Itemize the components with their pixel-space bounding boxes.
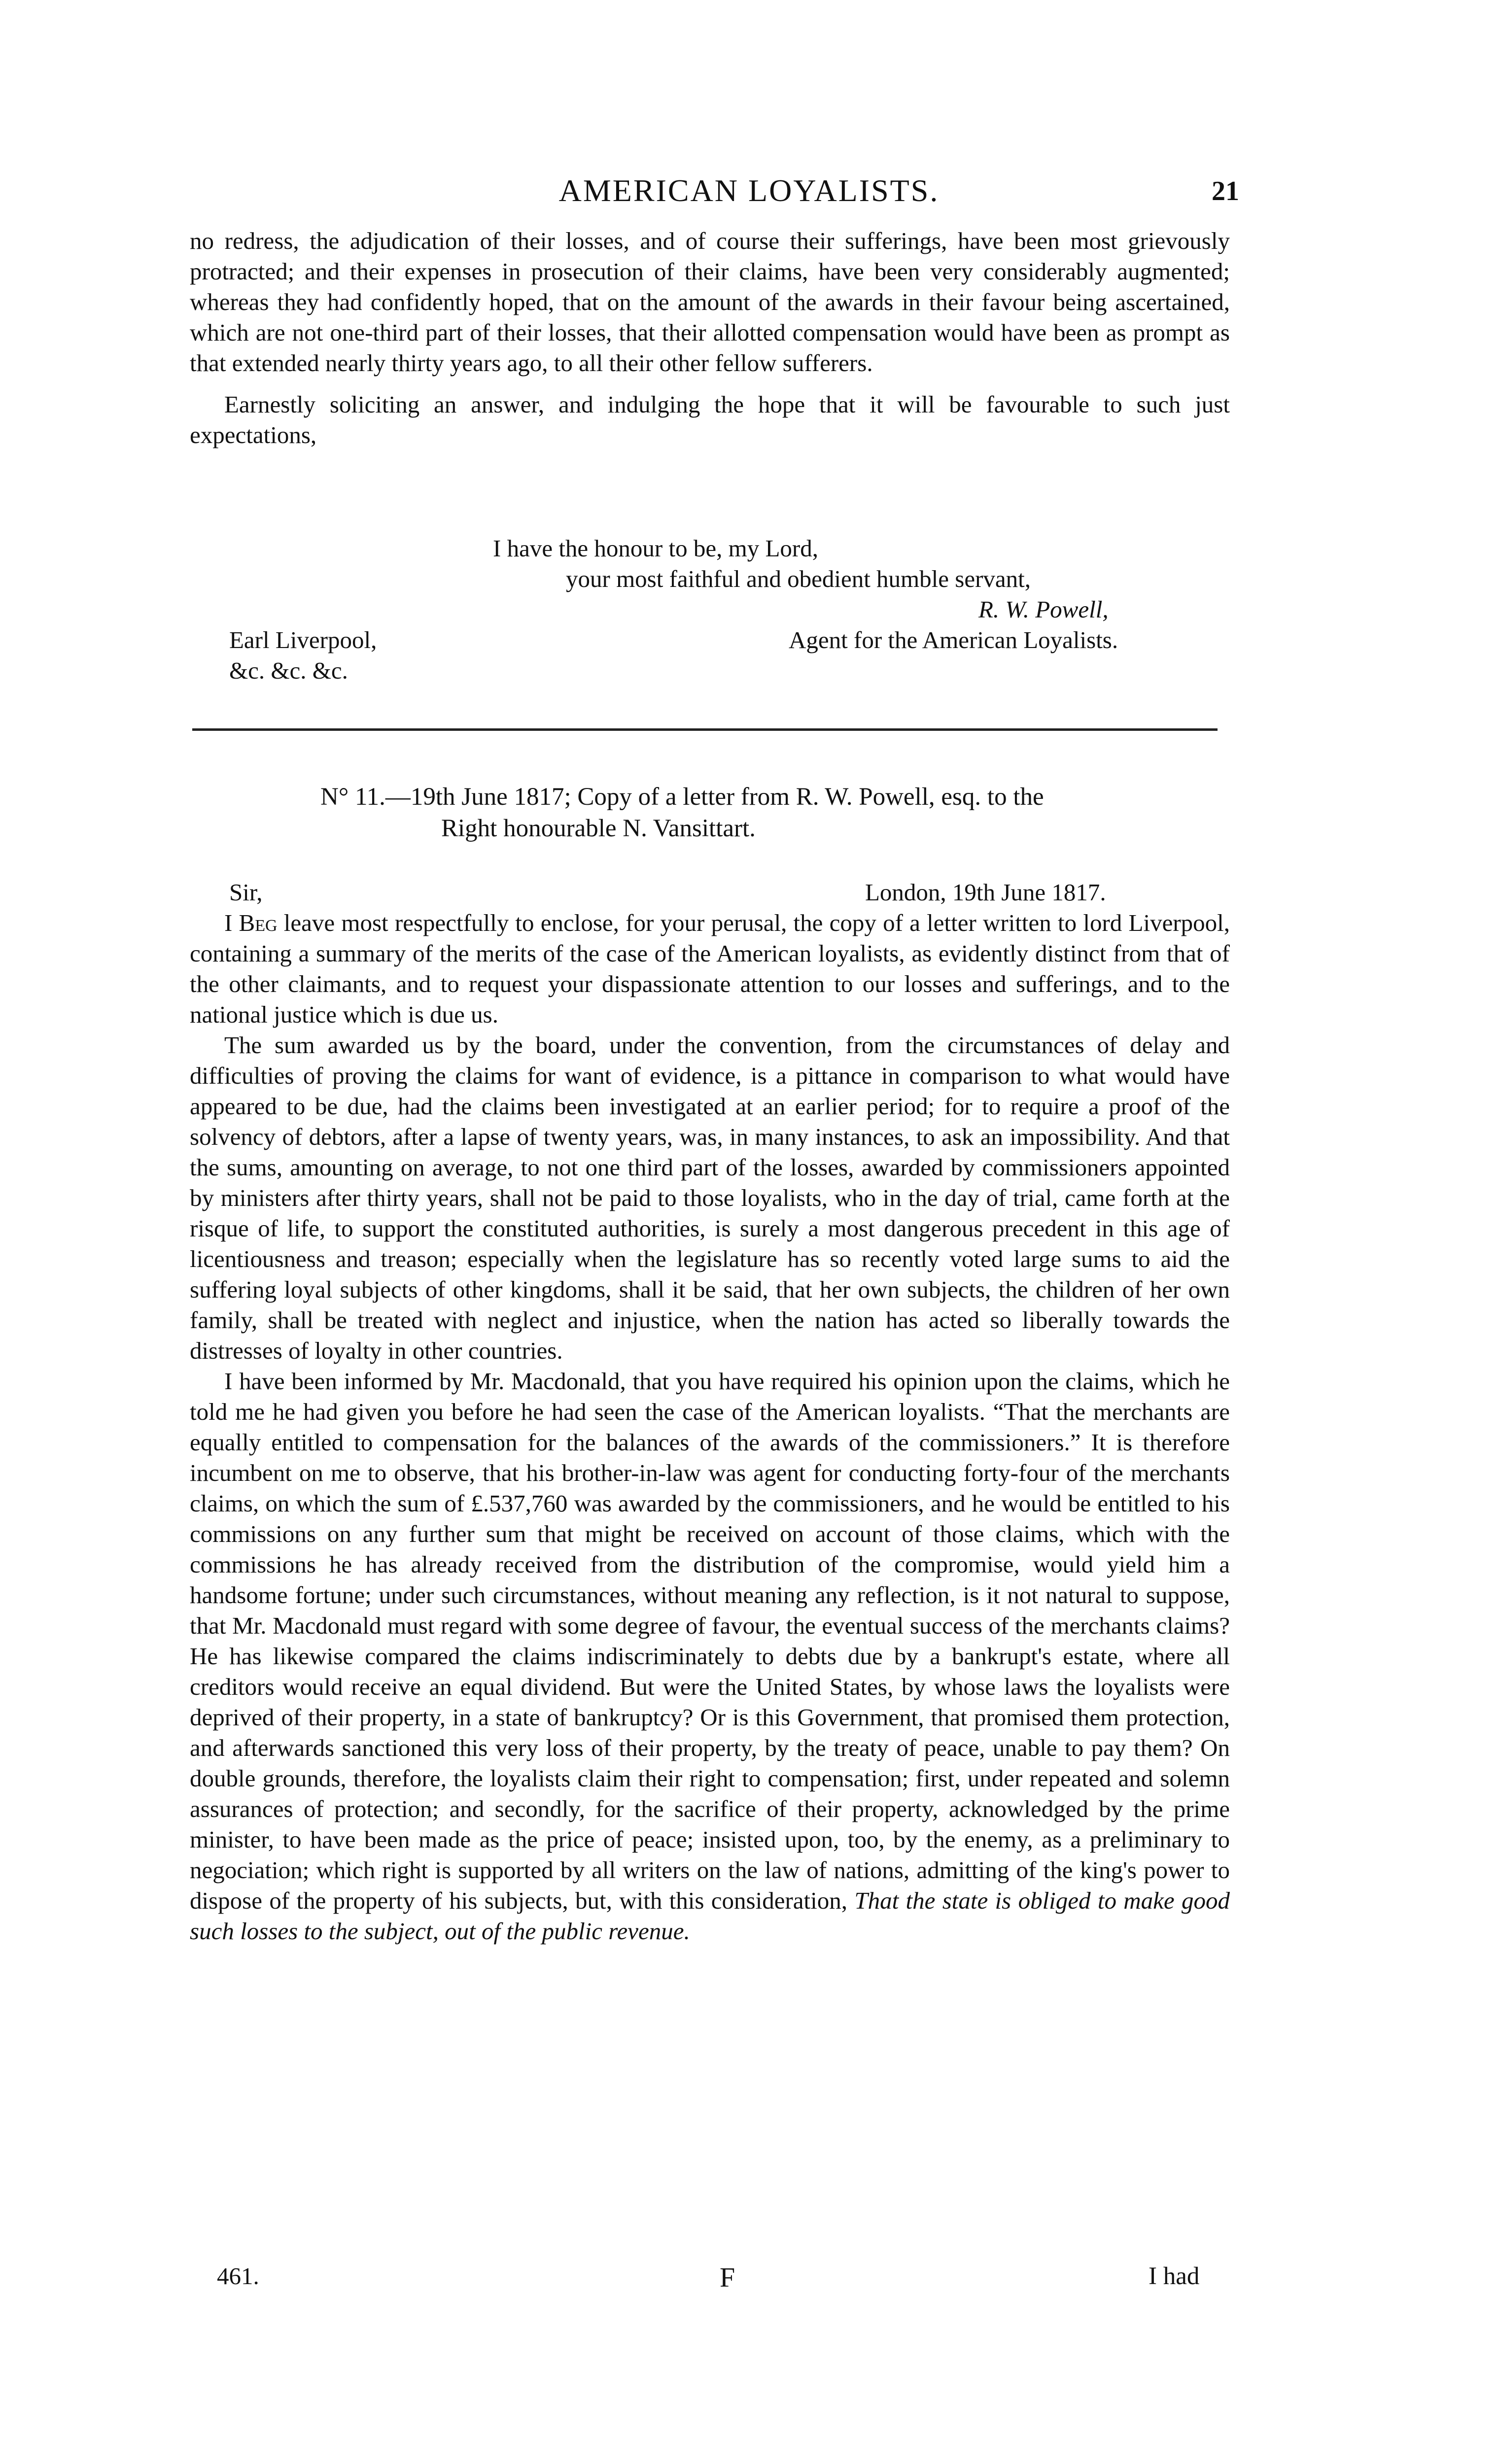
paragraph-lead: I Beg	[224, 909, 278, 936]
section-divider	[192, 728, 1218, 731]
addressee-line-2: &c. &c. &c.	[229, 657, 348, 684]
running-head: AMERICAN LOYALISTS.	[558, 173, 940, 208]
salutation: Sir,	[229, 879, 263, 906]
quoted-principle: That the state is obliged to make good such losses to the subject, out of the public revenue.	[190, 1887, 1230, 1945]
letter1-paragraph-1: no redress, the adjudication of their losses, and of course their sufferings, have been most grievously protracted; and their expenses in prosecution of their claims, have been very considerably augmented; whereas they had confidently hoped, that on the amount of the awards in their favour being ascertained, which are not one-third part of their losses, that their allotted compensation would have been as prompt as that extended nearly thirty years ago, to all their other fellow sufferers.	[190, 227, 1230, 376]
letter2-heading	[320, 781, 1237, 844]
letter1-body	[190, 226, 1230, 450]
letter2-paragraph-2: The sum awarded us by the board, under the convention, from the circumstances of delay and difficulties of proving the claims for want of evidence, is a pittance in comparison to what would have appeared to be due, had the claims been investigated at an earlier period; for to require a proof of the solvency of debtors, after a lapse of twenty years, was, in many instances, to ask an impossibility. And that the sums, amounting on average, to not one third part of the losses, awarded by commissioners appointed by ministers after thirty years, shall not be paid to those loyalists, who in the day of trial, came forth at the risque of life, to support the constituted authorities, is surely a most dangerous precedent in this age of licentiousness and treason; especially when the legislature has so recently voted large sums to aid the suffering loyal subjects of other kingdoms, shall it be said, that her own subjects, the children of her own family, shall be treated with neglect and injustice, when the nation has acted so liberally towards the distresses of loyalty in other countries.	[190, 1031, 1230, 1364]
addressee-line-1: Earl Liverpool,	[229, 626, 377, 653]
letter2-paragraph-3-text: I have been informed by Mr. Macdonald, that you have required his opinion upon the claims, which he told me he had given you before he had seen the case of the American loyalists. “That the merchants are equally entitled to compensation for the balances of the awards of the commissioners.” It is therefore incumbent on me to observe, that his brother-in-law was agent for conducting forty-four of the merchants claims, on which the sum of £.537,760 was awarded by the commissioners, and he would be entitled to his commissions on any further sum that might be received on account of those claims, which with the commissions he has already received from the distribution of the compromise, would yield him a handsome fortune; under such circumstances, without meaning any reflection, is it not natural to suppose, that Mr. Macdonald must regard with some degree of favour, the eventual success of the merchants claims? He has likewise compared the claims indiscriminately to debts due by a bankrupt's estate, where all creditors would receive an equal dividend. But were the United States, by whose laws the loyalists were deprived of their property, in a state of bankruptcy? Or is this Government, that promised them protection, and afterwards sanctioned this very loss of their property, by the treaty of peace, unable to pay them? On double grounds, therefore, the loyalists claim their right to compensation; first, under repeated and solemn assurances of protection; and secondly, for the sacrifice of their property, acknowledged by the prime minister, to have been made as the price of peace; insisted upon, too, by the enemy, as a preliminary to negociation; which right is supported by all writers on the law of nations, admitting of the king's power to dispose of the property of his subjects, but, with this consideration,	[190, 1368, 1230, 1914]
closing-line-2: your most faithful and obedient humble servant,	[566, 565, 1031, 592]
signature-name: R. W. Powell,	[978, 596, 1109, 623]
letter1-paragraph-2: Earnestly soliciting an answer, and indulging the hope that it will be favourable to such just expectations,	[190, 391, 1230, 448]
signature-mark: 461.	[217, 2262, 259, 2290]
catchword: I had	[1149, 2262, 1200, 2290]
letter2-paragraph-3	[190, 1366, 1230, 1947]
page-header	[0, 172, 1498, 217]
letter2-heading-line-2: Right honourable N. Vansittart.	[441, 815, 756, 842]
letter2-heading-line-1: N° 11.—19th June 1817; Copy of a letter from R. W. Powell, esq. to the	[320, 783, 1044, 811]
gathering-signature: F	[720, 2262, 735, 2293]
letter2-paragraph-1-text: leave most respectfully to enclose, for your perusal, the copy of a letter written to lord Liverpool, containing a summary of the merits of the case of the American loyalists, as evidently distinct from that of the other claimants, and to request your dispassionate attention to our losses and sufferings, and to the national justice which is due us.	[190, 909, 1230, 1028]
closing-line-1: I have the honour to be, my Lord,	[493, 535, 818, 562]
signature-title: Agent for the American Loyalists.	[789, 626, 1118, 653]
place-date: London, 19th June 1817.	[865, 879, 1106, 906]
letter2-paragraph-1	[190, 908, 1230, 1030]
letter2-body	[190, 908, 1230, 1947]
page-number: 21	[1212, 176, 1239, 206]
